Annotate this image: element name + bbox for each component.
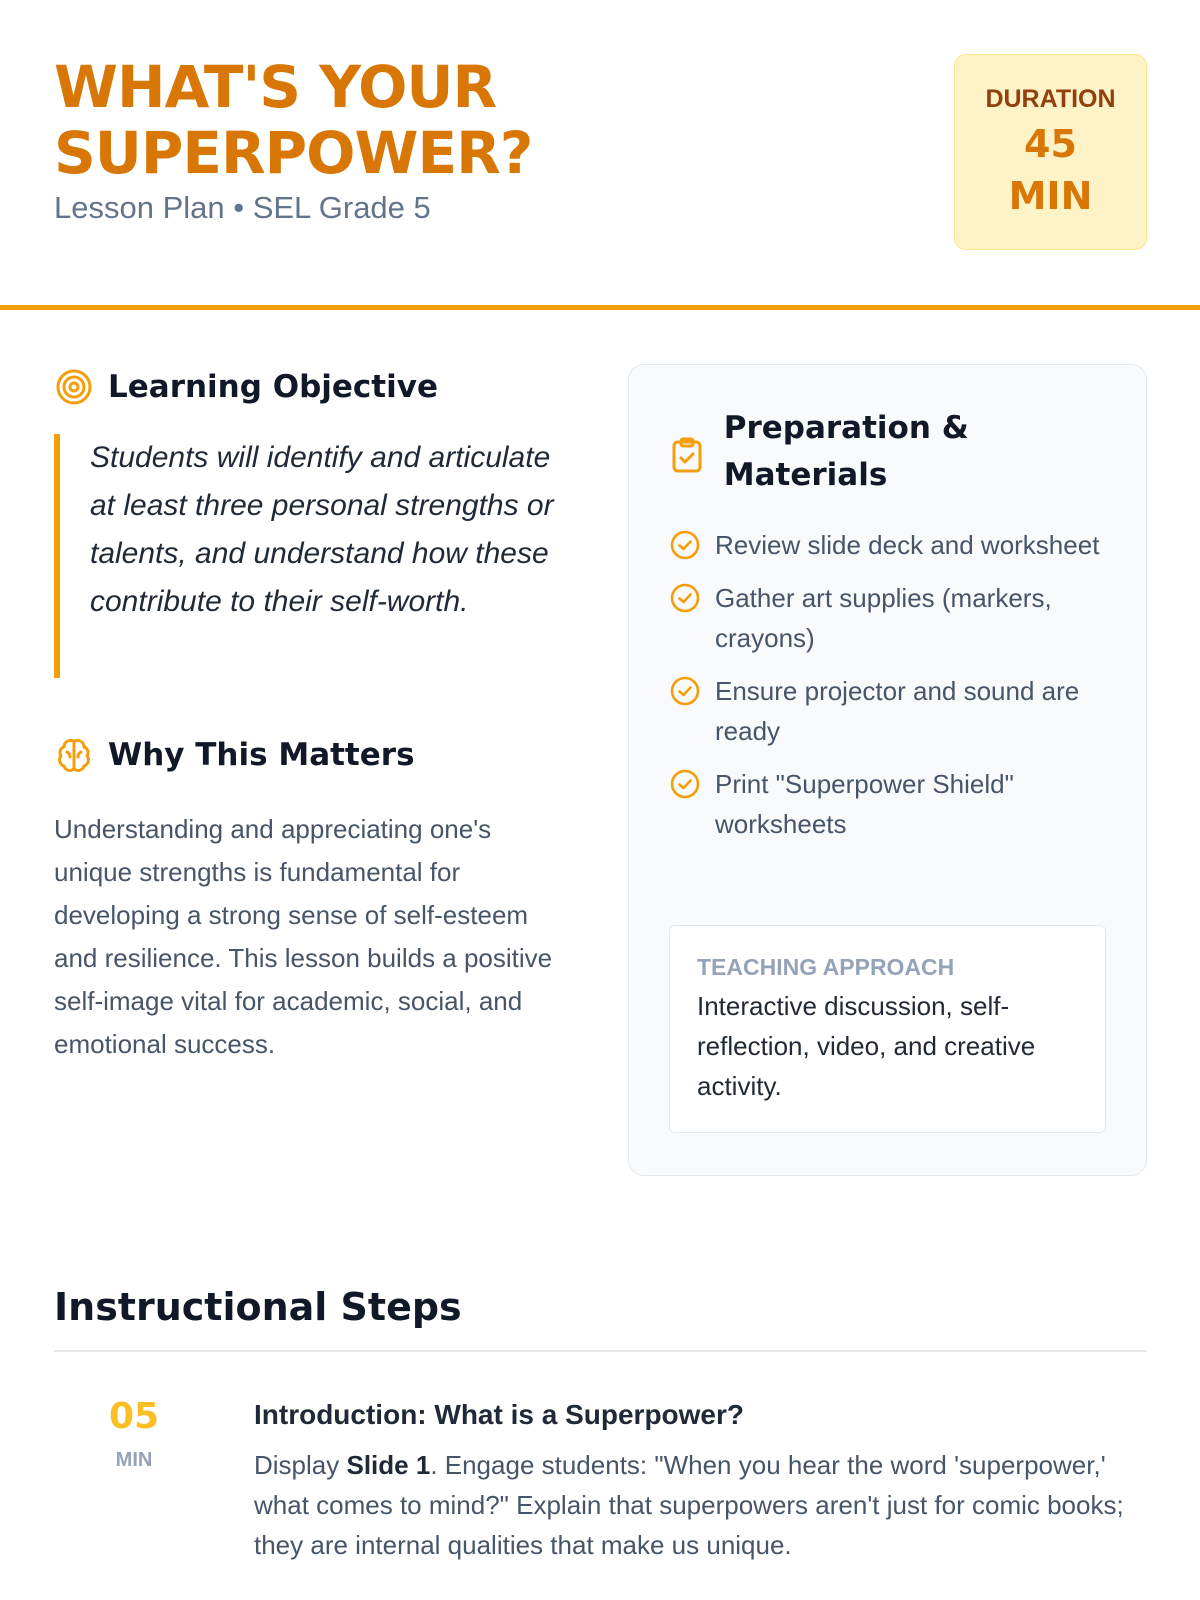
- step-minutes: 05: [108, 1396, 160, 1437]
- objective-heading: [54, 360, 574, 414]
- check-circle-icon: [669, 768, 701, 800]
- duration-number: 45: [1024, 122, 1077, 166]
- step-title: Introduction: What is a Superpower?: [254, 1399, 744, 1430]
- brain-icon: [54, 735, 94, 775]
- step-unit: MIN: [115, 1449, 153, 1471]
- steps-title: Instructional Steps: [54, 1285, 462, 1329]
- step-body: [254, 1395, 1147, 1565]
- page-title: WHAT'S YOUR SUPERPOWER?: [54, 53, 533, 187]
- clipboard-check-icon: [669, 435, 706, 475]
- check-circle-icon: [669, 675, 701, 707]
- material-label: Print "Superpower Shield" worksheets: [715, 769, 1014, 839]
- step-text-bold: Slide 1: [346, 1450, 431, 1480]
- step-text-end: . Engage students: "When you hear the word 'superpower,' what comes to mind?" Explain that superpowers aren't just for comic books; they are internal qualities that make us unique.: [254, 1450, 1124, 1560]
- list-item: [669, 764, 1109, 844]
- step-text-start: Display: [254, 1450, 347, 1480]
- divider: [54, 1350, 1147, 1352]
- list-item: [669, 671, 1109, 751]
- preparation-heading: [669, 405, 1109, 499]
- materials-list: [669, 525, 1109, 857]
- duration-unit: MIN: [1008, 174, 1093, 218]
- list-item: [669, 578, 1109, 658]
- duration-value: [955, 118, 1146, 222]
- material-label: Gather art supplies (markers, crayons): [715, 583, 1052, 653]
- preparation-card: [628, 364, 1147, 1176]
- check-circle-icon: [669, 529, 701, 561]
- preparation-title: Preparation & Materials: [723, 410, 969, 493]
- page-subtitle: Lesson Plan • SEL Grade 5: [54, 190, 431, 225]
- why-heading: [54, 728, 574, 782]
- left-column: [54, 360, 574, 1066]
- why-text: Understanding and appreciating one's unique strengths is fundamental for developing a strong sense of self-esteem and resilience. This lesson builds a positive self-image vital for academic, social, and emotional success.: [54, 814, 553, 1059]
- target-icon: [54, 367, 94, 407]
- step-text: [254, 1445, 1147, 1565]
- check-circle-icon: [669, 582, 701, 614]
- why-title: Why This Matters: [108, 737, 415, 773]
- list-item: [669, 525, 1109, 565]
- teaching-approach-box: [669, 925, 1106, 1133]
- approach-text: Interactive discussion, self-reflection, video, and creative activity.: [697, 991, 1036, 1101]
- material-label: Ensure projector and sound are ready: [715, 676, 1080, 746]
- objective-title: Learning Objective: [108, 369, 438, 405]
- material-label: Review slide deck and worksheet: [715, 530, 1100, 560]
- lesson-header: [0, 0, 1200, 310]
- objective-text: Students will identify and articulate at least three personal strengths or talents, and understand how these contribute to their self-worth.: [54, 434, 574, 678]
- duration-label: DURATION: [985, 85, 1116, 113]
- duration-badge: [954, 54, 1147, 250]
- approach-label: TEACHING APPROACH: [697, 954, 955, 980]
- step-duration: [54, 1395, 214, 1472]
